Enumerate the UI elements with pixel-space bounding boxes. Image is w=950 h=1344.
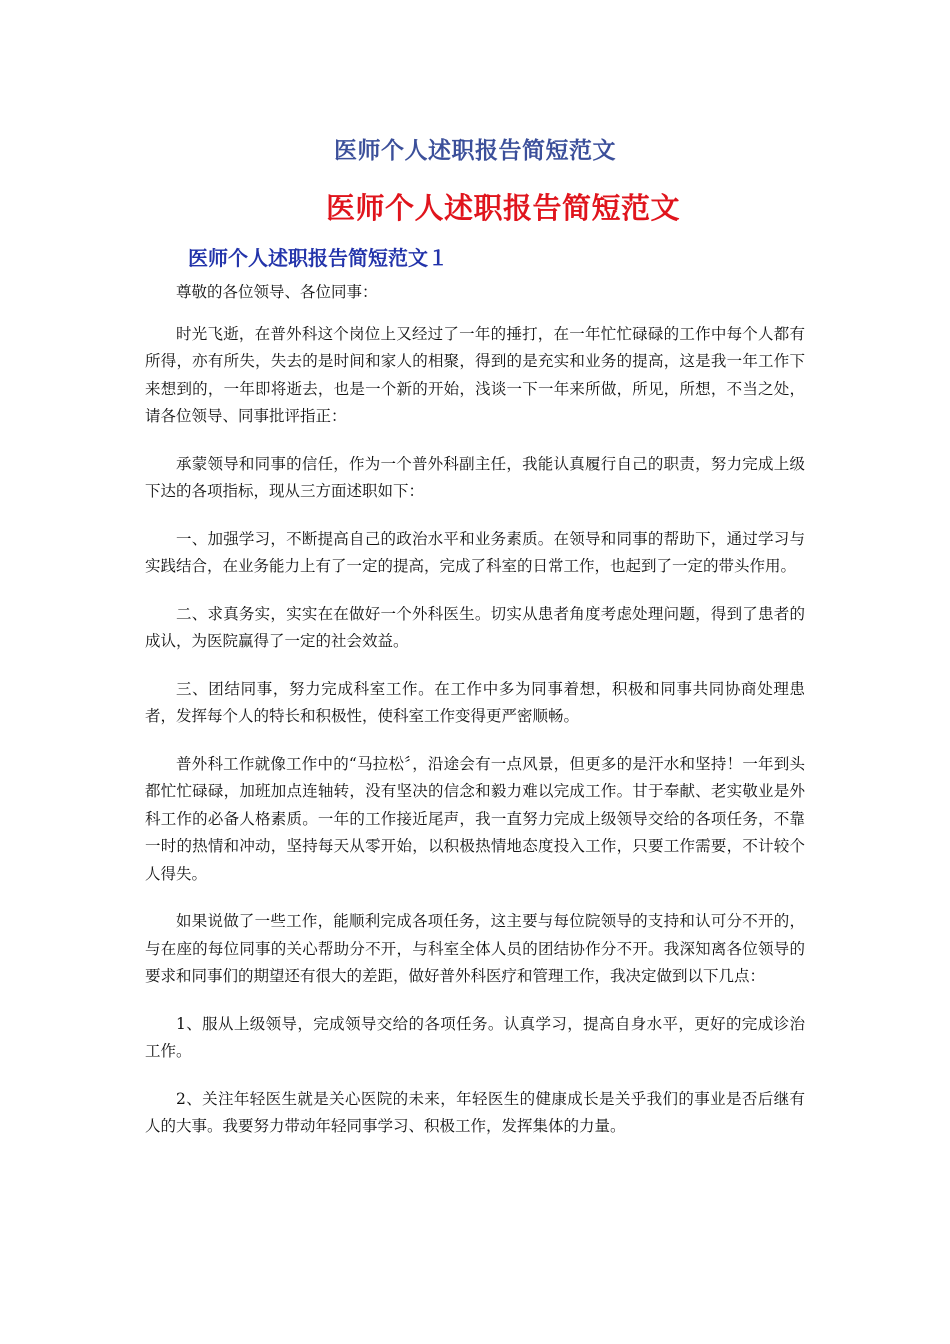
section-heading: 医师个人述职报告简短范文１ — [188, 246, 448, 270]
paragraph: 二、求真务实，实实在在做好一个外科医生。切实从患者角度考虑处理问题，得到了患者的成认，为医院赢得了一定的社会效益。 — [145, 604, 805, 650]
document-main-title: 医师个人述职报告简短范文 — [325, 191, 680, 225]
paragraph: 时光飞逝，在普外科这个岗位上又经过了一年的捶打，在一年忙忙碌碌的工作中每个人都有所得，亦有所失，失去的是时间和家人的相聚，得到的是充实和业务的提高，这是我一年工作下来想到的，一年即将逝去，也是一个新的开始，浅谈一下一年来所做，所见，所想，不当之处，请各位领导、同事批评指正： — [145, 324, 805, 425]
paragraph: 一、加强学习，不断提高自己的政治水平和业务素质。在领导和同事的帮助下，通过学习与实践结合，在业务能力上有了一定的提高，完成了科室的日常工作，也起到了一定的带头作用。 — [145, 529, 805, 575]
paragraph: 承蒙领导和同事的信任，作为一个普外科副主任，我能认真履行自己的职责，努力完成上级下达的各项指标，现从三方面述职如下： — [145, 454, 805, 500]
document-header-title: 医师个人述职报告简短范文 — [334, 137, 616, 164]
paragraph-list-item: 2、关注年轻医生就是关心医院的未来，年轻医生的健康成长是关乎我们的事业是否后继有人的大事。我要努力带动年轻同事学习、积极工作，发挥集体的力量。 — [145, 1089, 805, 1135]
paragraph-greeting: 尊敬的各位领导、各位同事： — [176, 283, 378, 301]
document-body — [145, 279, 805, 1161]
paragraph-list-item: 1、服从上级领导，完成领导交给的各项任务。认真学习，提高自身水平，更好的完成诊治工作。 — [145, 1014, 805, 1060]
paragraph: 如果说做了一些工作，能顺利完成各项任务，这主要与每位院领导的支持和认可分不开的，与在座的每位同事的关心帮助分不开，与科室全体人员的团结协作分不开。我深知离各位领导的要求和同事们的期望还有很大的差距，做好普外科医疗和管理工作，我决定做到以下几点： — [145, 912, 805, 985]
paragraph: 普外科工作就像工作中的“马拉松〞，沿途会有一点风景，但更多的是汗水和坚持！一年到头都忙忙碌碌，加班加点连轴转，没有坚决的信念和毅力难以完成工作。甘于奉献、老实敬业是外科工作的必备人格素质。一年的工作接近尾声，我一直努力完成上级领导交给的各项任务，不靠一时的热情和冲动，坚持每天从零开始，以积极热情地态度投入工作，只要工作需要，不计较个人得失。 — [145, 754, 805, 883]
paragraph: 三、团结同事，努力完成科室工作。在工作中多为同事着想，积极和同事共同协商处理患者，发挥每个人的特长和积极性，使科室工作变得更严密顺畅。 — [145, 679, 805, 725]
